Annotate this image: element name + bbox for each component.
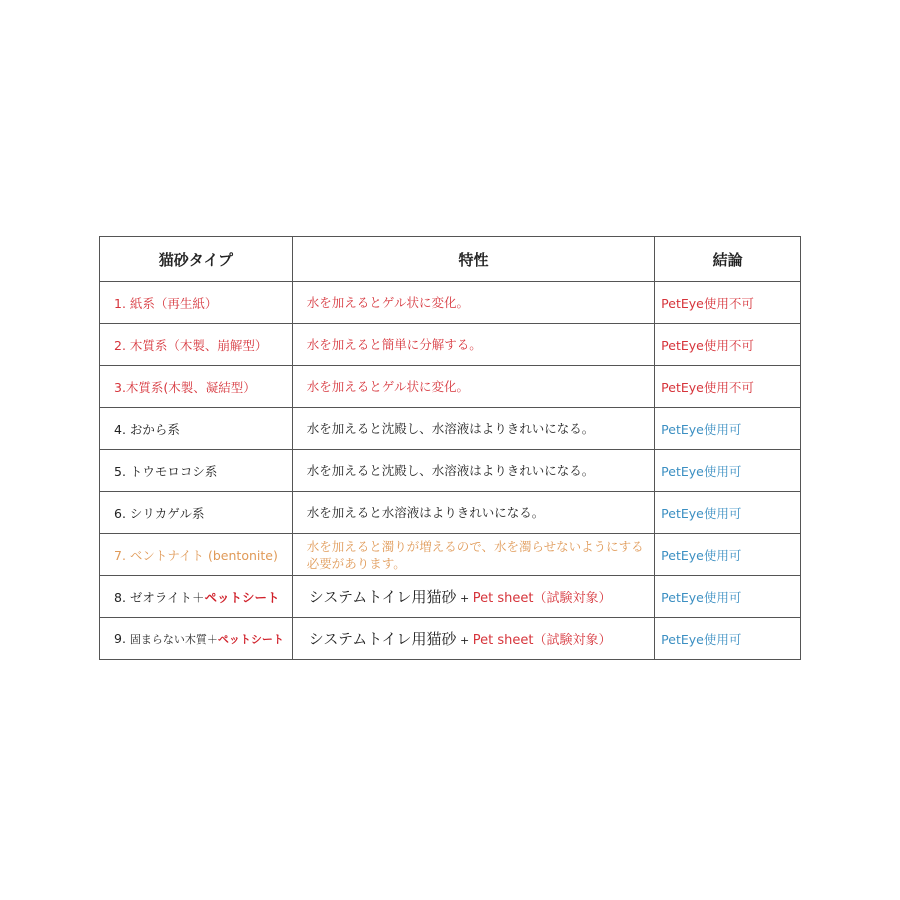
feature-cell: 水を加えると濁りが増えるので、水を濁らせないようにする必要があります。 bbox=[292, 534, 654, 576]
pet-sheet-highlight: ペットシート bbox=[217, 632, 284, 646]
pet-sheet-text: Pet sheet（試験対象） bbox=[472, 633, 612, 648]
result-cell: PetEye使用可 bbox=[655, 534, 801, 576]
type-cell: 3.木質系(木製、凝結型） bbox=[100, 366, 293, 408]
header-type: 猫砂タイプ bbox=[100, 237, 293, 282]
type-cell bbox=[100, 576, 293, 618]
header-result: 結論 bbox=[655, 237, 801, 282]
table-row bbox=[100, 282, 801, 324]
pet-sheet-highlight: ペットシート bbox=[204, 589, 280, 605]
pet-sheet-text: Pet sheet（試験対象） bbox=[472, 591, 612, 606]
type-text: 8. ゼオライト＋ bbox=[114, 589, 205, 605]
result-cell: PetEye使用可 bbox=[655, 576, 801, 618]
result-cell: PetEye使用可 bbox=[655, 450, 801, 492]
feature-cell bbox=[292, 576, 654, 618]
table-row bbox=[100, 618, 801, 660]
result-cell: PetEye使用不可 bbox=[655, 324, 801, 366]
type-cell: 5. トウモロコシ系 bbox=[100, 450, 293, 492]
table-row bbox=[100, 450, 801, 492]
cat-litter-table bbox=[99, 236, 801, 660]
table-row bbox=[100, 576, 801, 618]
table-row bbox=[100, 324, 801, 366]
type-cell: 6. シリカゲル系 bbox=[100, 492, 293, 534]
type-cell: 2. 木質系（木製、崩解型） bbox=[100, 324, 293, 366]
type-cell: 1. 紙系（再生紙） bbox=[100, 282, 293, 324]
result-cell: PetEye使用不可 bbox=[655, 366, 801, 408]
feature-cell: 水を加えると沈殿し、水溶液はよりきれいになる。 bbox=[292, 450, 654, 492]
header-row bbox=[100, 237, 801, 282]
table-row bbox=[100, 492, 801, 534]
type-text: 固まらない木質＋ bbox=[129, 632, 218, 646]
plus-sign: + bbox=[456, 634, 473, 647]
header-feature: 特性 bbox=[292, 237, 654, 282]
feature-cell: 水を加えると沈殿し、水溶液はよりきれいになる。 bbox=[292, 408, 654, 450]
table-row bbox=[100, 534, 801, 576]
feature-cell bbox=[292, 618, 654, 660]
feature-cell: 水を加えると水溶液はよりきれいになる。 bbox=[292, 492, 654, 534]
type-number: 9. bbox=[114, 630, 130, 646]
feature-main: システムトイレ用猫砂 bbox=[308, 588, 457, 606]
type-cell: 4. おから系 bbox=[100, 408, 293, 450]
feature-cell: 水を加えるとゲル状に変化。 bbox=[292, 366, 654, 408]
type-cell: 7. ベントナイト (bentonite) bbox=[100, 534, 293, 576]
table-row bbox=[100, 366, 801, 408]
result-cell: PetEye使用可 bbox=[655, 408, 801, 450]
feature-cell: 水を加えると簡単に分解する。 bbox=[292, 324, 654, 366]
result-cell: PetEye使用不可 bbox=[655, 282, 801, 324]
feature-main: システムトイレ用猫砂 bbox=[308, 630, 457, 648]
plus-sign: + bbox=[456, 592, 473, 605]
type-cell bbox=[100, 618, 293, 660]
table-row bbox=[100, 408, 801, 450]
result-cell: PetEye使用可 bbox=[655, 492, 801, 534]
feature-cell: 水を加えるとゲル状に変化。 bbox=[292, 282, 654, 324]
result-cell: PetEye使用可 bbox=[655, 618, 801, 660]
